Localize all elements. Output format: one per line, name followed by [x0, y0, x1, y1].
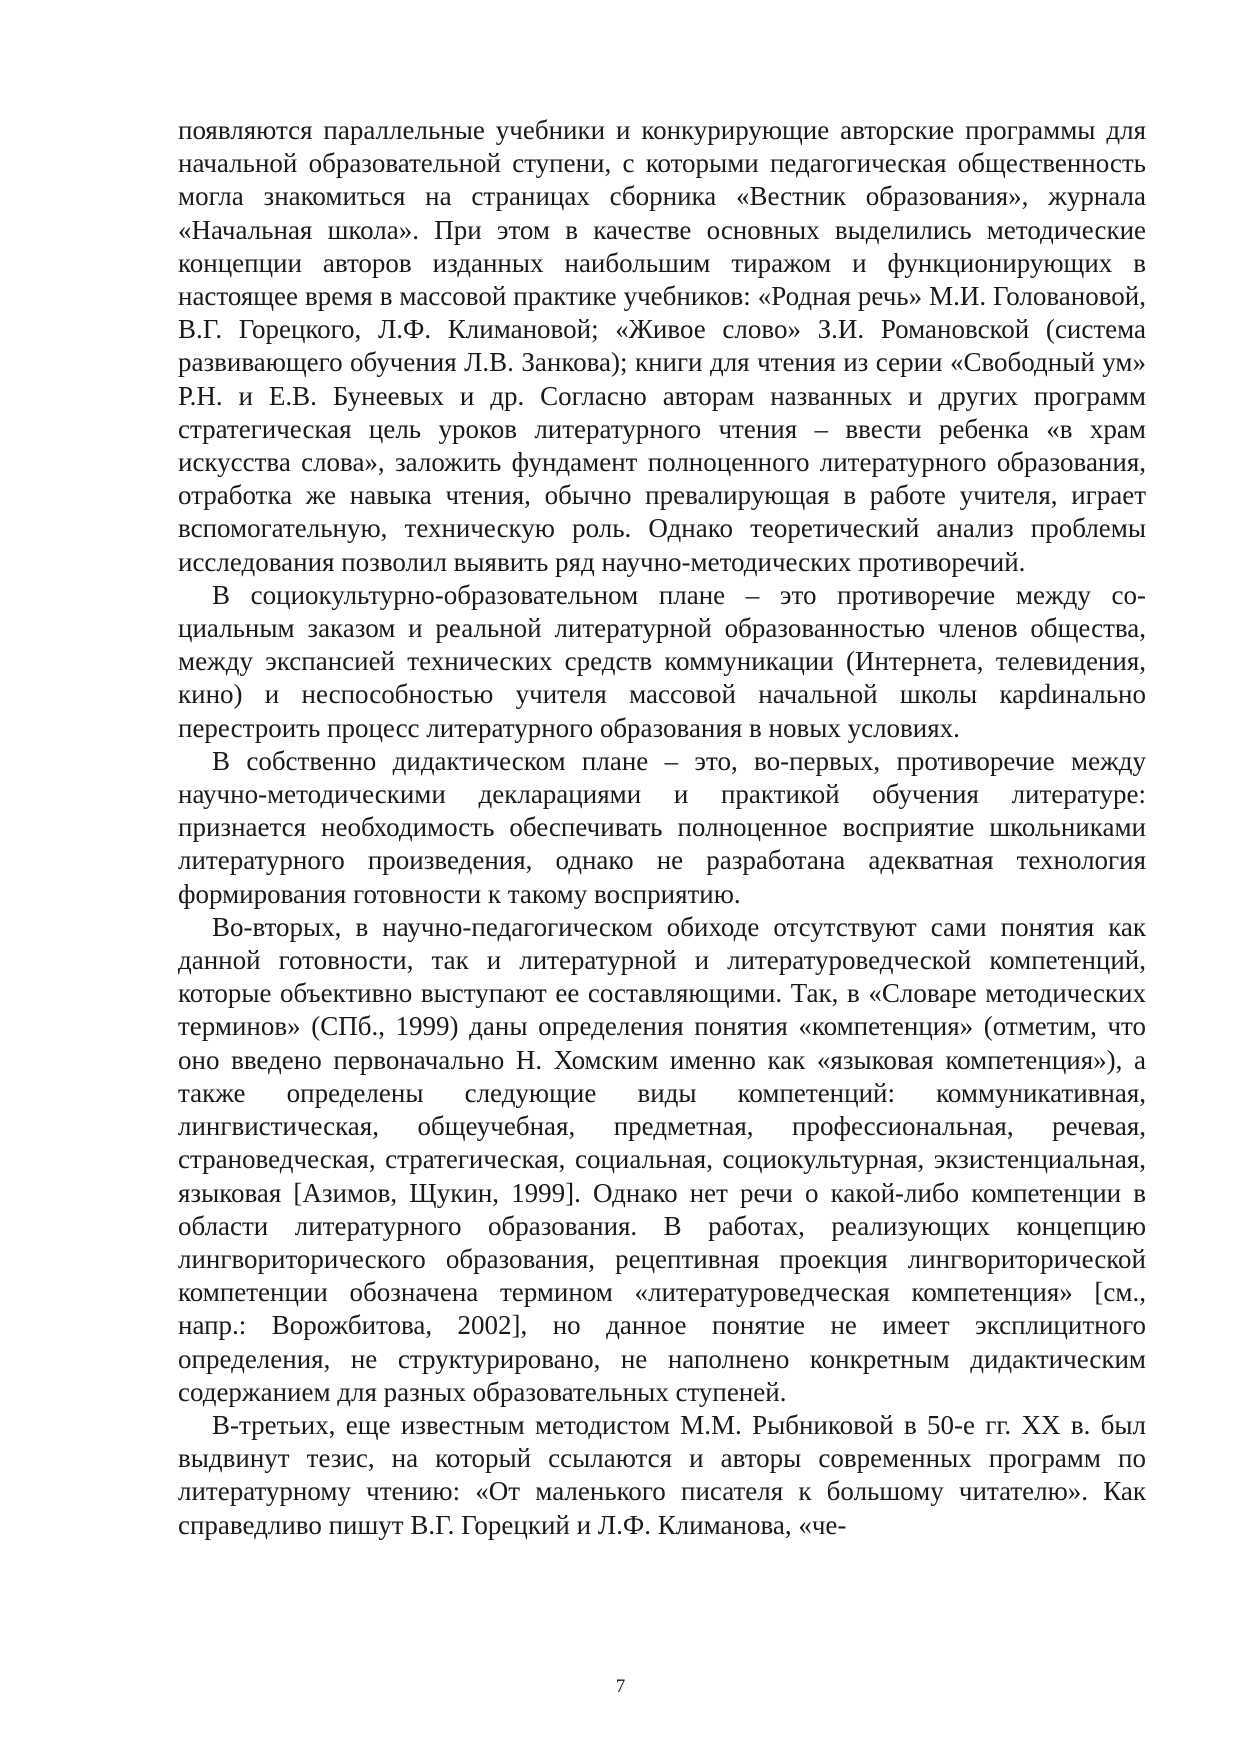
paragraph-3: В собственно дидактическом плане – это, во-первых, противоречие между научно-методическими декларациями и практикой обучения литературе: признается необходимость обеспечивать полноценное восприятие школьниками литературного произведения, однако не разработана адекватная технология формирования готовности к такому восприятию.: [178, 745, 1146, 909]
paragraph-2: В социокультурно-образовательном плане – это противоречие между социальным заказом и реальной литературной образованностью членов общества, между экспансией технических средств коммуникации (Интернета, телевидения, кино) и неспособностью учителя массовой начальной школы карdинально перестроить процесс литературного образования в новых условиях.: [178, 579, 1146, 743]
body-text: [178, 114, 1146, 1542]
paragraph-1: появляются параллельные учебники и конкурирующие авторские программы для начальной образовательной ступени, с которыми педагогическая общественность могла знакомиться на страницах сборника «Вестник образования», журнала «Начальная школа». При этом в качестве основных выделились методические концепции авторов изданных наибольшим тиражом и функционирующих в настоящее время в массовой практике учебников: «Родная речь» М.И. Головановой, В.Г. Горецкого, Л.Ф. Климановой; «Живое слово» З.И. Романовской (система развивающего обучения Л.В. Занкова); книги для чтения из серии «Свободный ум» Р.Н. и Е.В. Бунеевых и др. Согласно авторам названных и других программ стратегическая цель уроков литературного чтения – ввести ребенка «в храм искусства слова», заложить фундамент полноценного литературного образования, отработка же навыка чтения, обычно превалирующая в работе учителя, играет вспомогательную, техническую роль. Однако теоретический анализ проблемы исследования позволил выявить ряд научно-методических противоречий.: [178, 115, 1146, 577]
paragraph-5: В-третьих, еще известным методистом М.М. Рыбниковой в 50-е гг. XX в. был выдвинут тезис, на который ссылаются и авторы современных программ по литературному чтению: «От маленького писателя к большому читателю». Как справедливо пишут В.Г. Горецкий и Л.Ф. Климанова, «че-: [178, 1409, 1146, 1540]
paragraph-4: Во-вторых, в научно-педагогическом обиходе отсутствуют сами понятия как данной готовности, так и литературной и литературоведческой компетенций, которые объективно выступают ее составляющими. Так, в «Словаре методических терминов» (СПб., 1999) даны определения понятия «компетенция» (отметим, что оно введено первоначально Н. Хомским именно как «языковая компетенция»), а также определены следующие виды компетенций: коммуникативная, лингвистическая, общеучебная, предметная, профессиональная, речевая, страноведческая, стратегическая, социальная, социокультурная, экзистенциальная, языковая [Азимов, Щукин, 1999]. Однако нет речи о какой-либо компетенции в области литературного образования. В работах, реализующих концепцию лингвориторического образования, рецептивная проекция лингвориторической компетенции обозначена термином «литературоведческая компетенция» [см., напр.: Ворожбитова, 2002], но данное понятие не имеет эксплицитного определения, не структурировано, не наполнено конкретным дидактическим содержанием для разных образовательных ступеней.: [178, 911, 1146, 1407]
page-number: 7: [615, 1676, 626, 1697]
